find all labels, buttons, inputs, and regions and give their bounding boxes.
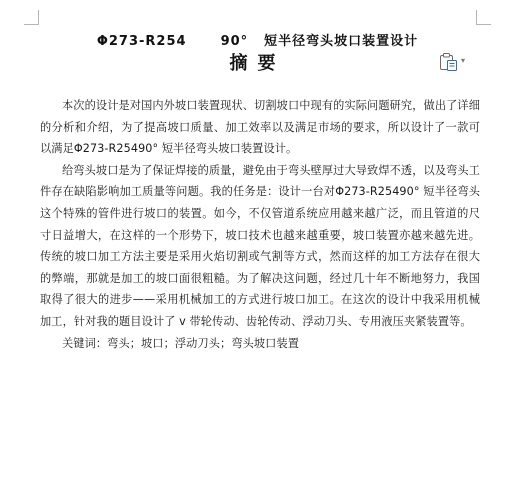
- document-title: [0, 30, 515, 49]
- title-spec: Φ273-R254: [96, 34, 187, 49]
- crop-mark-top-left: [24, 10, 39, 25]
- abstract-body: [40, 95, 480, 354]
- chevron-down-icon[interactable]: ▾: [461, 56, 466, 65]
- title-angle: 90°: [220, 34, 249, 49]
- clipboard-paste-icon[interactable]: [438, 52, 460, 72]
- abstract-paragraph-2: 给弯头坡口是为了保证焊接的质量，避免由于弯头壁厚过大导致焊不透，以及弯头工件存在缺陷影响加工质量等问题。我的任务是：设计一台对Φ273-R25490° 短半径弯头这个特殊的管件进行坡口的装置。如今，不仅管道系统应用越来越广泛，而且管道的尺寸日益增大，在这样的一个形势下，坡口技术也越来越重要，坡口装置亦越来越先进。传统的坡口加工方法主要是采用火焰切割或气割等方式，然而这样的加工方法存在很大的弊端，那就是加工的坡口面很粗糙。为了解决这问题，经过几十年不断地努力，我国取得了很大的进步——采用机械加工的方式进行坡口加工。在这次的设计中我采用机械加工，针对我的题目设计了 v 带轮传动、齿轮传动、浮动刀头、专用液压夹紧装置等。: [40, 163, 480, 328]
- crop-mark-top-right: [476, 10, 491, 25]
- clipboard-paste-icon-svg: [438, 52, 460, 72]
- keywords-line: 关键词：弯头；坡口；浮动刀头；弯头坡口装置: [62, 336, 300, 350]
- title-name: 短半径弯头坡口装置设计: [264, 34, 419, 49]
- abstract-heading: 摘要: [229, 53, 286, 74]
- abstract-paragraph-1: 本次的设计是对国内外坡口装置现状、切割坡口中现有的实际问题研究，做出了详细的分析和介绍，为了提高坡口质量、加工效率以及满足市场的要求，所以设计了一款可以满足Φ273-R25490° 短半径弯头坡口装置设计。: [40, 99, 480, 156]
